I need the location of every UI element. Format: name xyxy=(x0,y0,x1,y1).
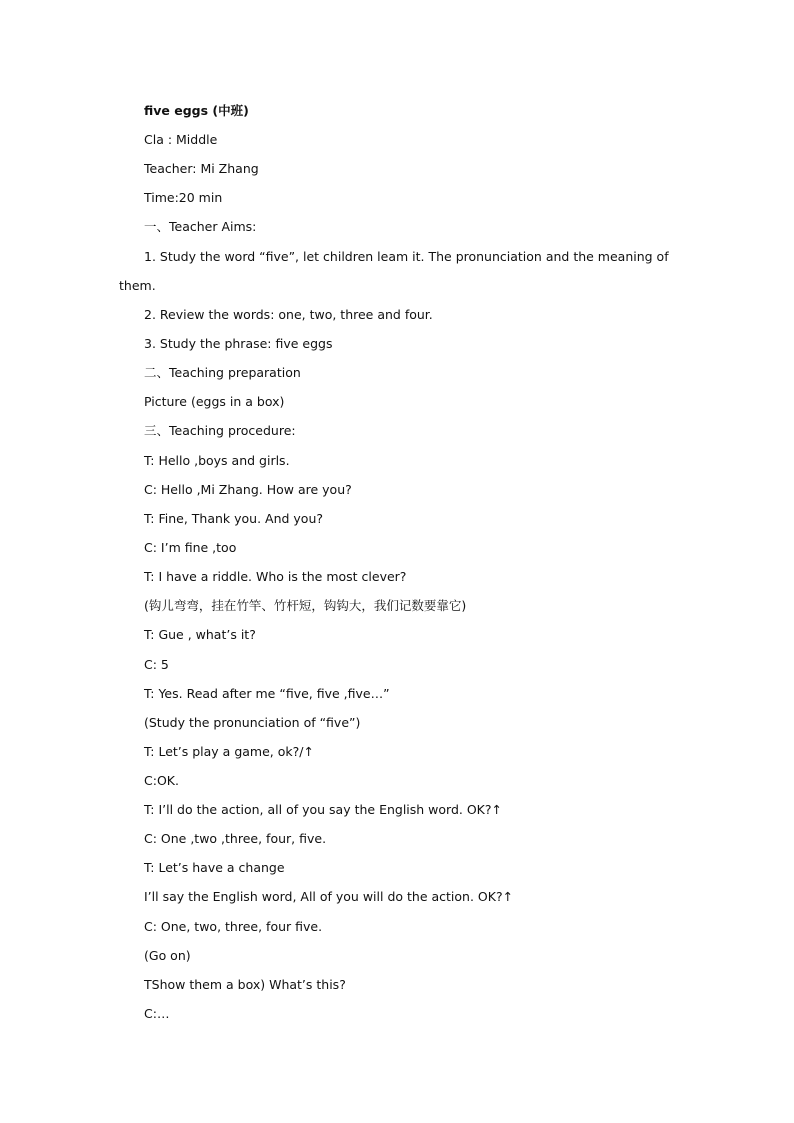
procedure-line: C: One, two, three, four five. xyxy=(144,919,323,934)
procedure-line: TShow them a box) What’s this? xyxy=(144,977,346,992)
procedure-line: C: 5 xyxy=(144,657,169,672)
procedure-line: C: Hello ,Mi Zhang. How are you? xyxy=(144,482,352,497)
procedure-line: C:OK. xyxy=(144,773,179,788)
section-aims-heading: 一、Teacher Aims: xyxy=(144,219,257,234)
procedure-line: (钩儿弯弯，挂在竹竿、竹杆短，钩钩大，我们记数要靠它) xyxy=(144,598,467,613)
procedure-line: C:… xyxy=(144,1006,170,1021)
aim-3: 3. Study the phrase: five eggs xyxy=(144,336,333,351)
procedure-line: T: Let’s have a change xyxy=(144,860,285,875)
procedure-line: T: I have a riddle. Who is the most clever? xyxy=(144,569,407,584)
procedure-line: T: Hello ,boys and girls. xyxy=(144,453,290,468)
procedure-line: T: Yes. Read after me “five, five ,five…” xyxy=(144,686,390,701)
class-line: Cla : Middle xyxy=(144,132,218,147)
section-procedure-heading: 三、Teaching procedure: xyxy=(144,423,296,438)
document-title: five eggs (中班) xyxy=(144,103,249,118)
teacher-line: Teacher: Mi Zhang xyxy=(144,161,259,176)
aim-1: 1. Study the word “five”, let children leam it. The pronunciation and the meaning of xyxy=(144,249,669,264)
aim-2: 2. Review the words: one, two, three and four. xyxy=(144,307,433,322)
procedure-line: C: I’m fine ,too xyxy=(144,540,237,555)
procedure-line: T: Gue , what’s it? xyxy=(144,627,256,642)
time-line: Time:20 min xyxy=(144,190,223,205)
aim-1-continuation: them. xyxy=(119,278,156,293)
procedure-line: I’ll say the English word, All of you will do the action. OK?↑ xyxy=(144,889,514,904)
procedure-line: T: I’ll do the action, all of you say the English word. OK?↑ xyxy=(144,802,502,817)
section-preparation-heading: 二、Teaching preparation xyxy=(144,365,301,380)
procedure-line: T: Fine, Thank you. And you? xyxy=(144,511,324,526)
procedure-line: T: Let’s play a game, ok?/↑ xyxy=(144,744,314,759)
procedure-line: C: One ,two ,three, four, five. xyxy=(144,831,327,846)
preparation-item: Picture (eggs in a box) xyxy=(144,394,285,409)
procedure-line: (Go on) xyxy=(144,948,191,963)
procedure-line: (Study the pronunciation of “five”) xyxy=(144,715,361,730)
